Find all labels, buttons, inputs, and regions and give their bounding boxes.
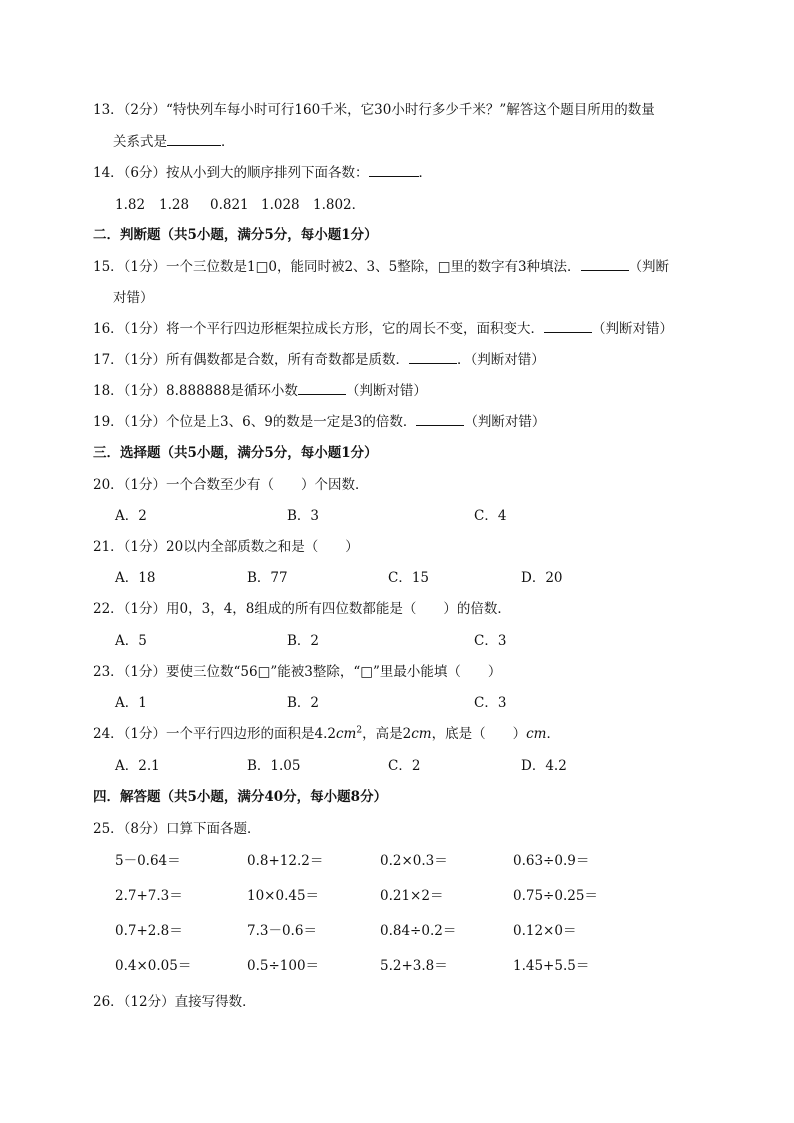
question-13-text: 关系式是 [113, 134, 167, 150]
calc-item: 0.4×0.05＝ [115, 958, 192, 974]
answer-blank[interactable] [581, 258, 629, 271]
section-title-choice: 三．选择题（共5小题，满分5分，每小题1分） [93, 445, 378, 461]
option-b[interactable]: B．3 [287, 508, 320, 524]
option-a[interactable]: A．1 [115, 695, 147, 711]
question-18-text: 18．（1分）8.888888是循环小数 [93, 383, 298, 399]
question-13-line1: 13．（2分）“特快列车每小时可行160千米，它30小时行多少千米？”解答这个题目所用的数量 [93, 102, 655, 118]
calc-item: 0.12×0＝ [513, 923, 577, 939]
calc-item: 5.2+3.8＝ [380, 958, 448, 974]
unit-label: cm [411, 726, 432, 742]
option-b[interactable]: B．77 [247, 570, 288, 586]
question-17-text: 17．（1分）所有偶数都是合数，所有奇数都是质数． [93, 352, 410, 368]
calc-item: 5－0.64＝ [115, 853, 181, 869]
calc-item: 0.5÷100＝ [247, 958, 320, 974]
question-19-text: 19．（1分）个位是上3、6、9的数是一定是3的倍数． [93, 414, 417, 430]
question-17-hint: ．（判断对错） [457, 352, 545, 368]
calc-item: 10×0.45＝ [247, 888, 320, 904]
answer-blank[interactable] [416, 413, 464, 426]
question-15-line2: 对错） [113, 290, 154, 306]
option-d[interactable]: D．20 [521, 570, 563, 586]
answer-blank[interactable] [409, 351, 457, 364]
question-18-line [93, 382, 427, 400]
unit-label: cm [336, 726, 357, 742]
option-c[interactable]: C．3 [474, 695, 507, 711]
unit-label: cm [526, 726, 547, 742]
question-15-hint: （判断 [628, 259, 670, 275]
question-26-stem: 26．（12分）直接写得数． [93, 994, 256, 1010]
question-14-line [93, 164, 432, 182]
question-21-stem: 21．（1分）20以内全部质数之和是（ ） [93, 539, 359, 555]
calc-item: 0.63÷0.9＝ [513, 853, 590, 869]
question-15-text: 15．（1分）一个三位数是1□0，能同时被2、3、5整除，□里的数字有3种填法． [93, 259, 581, 275]
question-24-text: 24．（1分）一个平行四边形的面积是4.2 [93, 726, 336, 742]
question-24-text: ，高是2 [362, 726, 412, 742]
question-25-stem: 25．（8分）口算下面各题． [93, 821, 261, 837]
option-c[interactable]: C．15 [388, 570, 430, 586]
question-23-stem: 23．（1分）要使三位数“56□”能被3整除，“□”里最小能填（ ） [93, 664, 502, 680]
question-24-end: ． [546, 726, 560, 742]
question-16-line [93, 320, 673, 338]
answer-blank[interactable] [544, 320, 592, 333]
superscript: 2 [356, 725, 363, 736]
question-17-line [93, 351, 545, 369]
option-c[interactable]: C．4 [474, 508, 507, 524]
option-d[interactable]: D．4.2 [521, 758, 567, 774]
question-16-hint: （判断对错） [592, 321, 674, 337]
question-13-end: ． [221, 134, 235, 150]
option-c[interactable]: C．2 [388, 758, 421, 774]
option-b[interactable]: B．2 [287, 695, 320, 711]
question-19-hint: （判断对错） [464, 414, 546, 430]
calc-item: 0.8+12.2＝ [247, 853, 324, 869]
answer-blank[interactable] [369, 164, 419, 177]
question-22-stem: 22．（1分）用0，3，4，8组成的所有四位数都能是（ ）的倍数． [93, 601, 511, 617]
number-item: 1.82 [115, 197, 146, 213]
option-a[interactable]: A．5 [115, 633, 147, 649]
number-item: 1.28 [159, 197, 190, 213]
calc-item: 0.75÷0.25＝ [513, 888, 598, 904]
question-16-text: 16．（1分）将一个平行四边形框架拉成长方形，它的周长不变，面积变大． [93, 321, 545, 337]
calc-item: 0.84÷0.2＝ [380, 923, 457, 939]
question-14-text: 14．（6分）按从小到大的顺序排列下面各数： [93, 165, 369, 181]
number-item: 0.821 [210, 197, 249, 213]
calc-item: 1.45+5.5＝ [513, 958, 590, 974]
question-13-line2 [113, 133, 235, 151]
question-15-line1 [93, 258, 669, 276]
calc-item: 2.7+7.3＝ [115, 888, 183, 904]
number-item: 1.802． [313, 197, 366, 213]
calc-item: 0.7+2.8＝ [115, 923, 183, 939]
question-20-stem: 20．（1分）一个合数至少有（ ）个因数． [93, 477, 369, 493]
question-19-line [93, 413, 545, 431]
question-18-hint: （判断对错） [345, 383, 427, 399]
question-24-stem [93, 725, 560, 743]
option-a[interactable]: A．18 [115, 570, 156, 586]
option-b[interactable]: B．1.05 [247, 758, 301, 774]
question-24-text: ，底是（ ） [431, 726, 527, 742]
option-b[interactable]: B．2 [287, 633, 320, 649]
option-c[interactable]: C．3 [474, 633, 507, 649]
calc-item: 0.2×0.3＝ [380, 853, 448, 869]
answer-blank[interactable] [298, 382, 346, 395]
calc-item: 0.21×2＝ [380, 888, 444, 904]
question-14-end: ． [418, 165, 433, 181]
option-a[interactable]: A．2 [115, 508, 147, 524]
section-title-solve: 四．解答题（共5小题，满分40分，每小题8分） [93, 789, 388, 805]
number-item: 1.028 [261, 197, 300, 213]
section-title-judgment: 二．判断题（共5小题，满分5分，每小题1分） [93, 227, 378, 243]
option-a[interactable]: A．2.1 [115, 758, 160, 774]
answer-blank[interactable] [167, 133, 221, 146]
calc-item: 7.3－0.6＝ [247, 923, 317, 939]
